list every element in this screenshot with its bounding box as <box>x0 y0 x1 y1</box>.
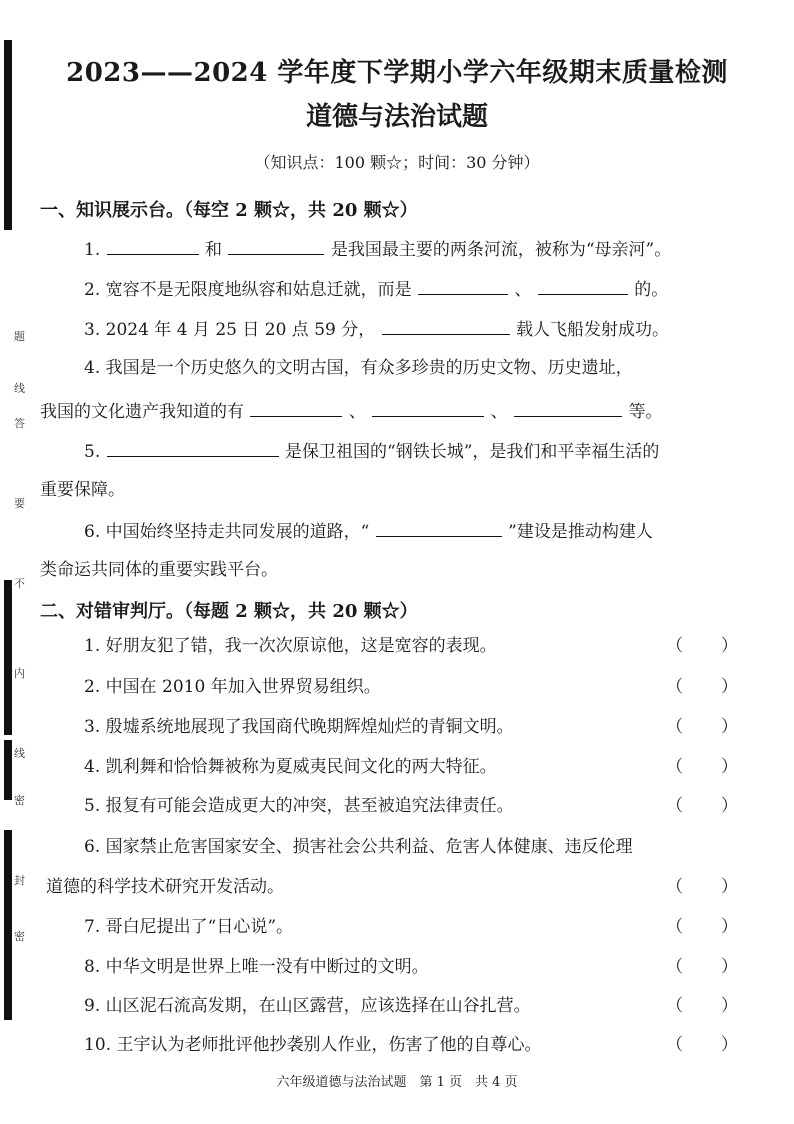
s1-question-4-cont <box>40 398 662 423</box>
s1-question-6-cont: 类命运共同体的重要实践平台。 <box>40 560 278 580</box>
answer-parentheses[interactable]: （ ） <box>666 677 738 697</box>
binding-char: 线 <box>14 382 25 395</box>
binding-char: 答 <box>14 417 25 430</box>
s2-statement-5: 5. 报复有可能会造成更大的冲突，甚至被追究法律责任。 <box>84 796 514 816</box>
s2-statement-7: 7. 哥白尼提出了“日心说”。 <box>84 917 294 937</box>
question-text: 的。 <box>634 280 669 300</box>
answer-parentheses[interactable]: （ ） <box>666 917 738 937</box>
s1-question-1 <box>84 236 671 261</box>
answer-parentheses[interactable]: （ ） <box>666 636 738 656</box>
separator: 、 <box>490 402 508 422</box>
question-text: 3. 2024 年 4 月 25 日 20 点 59 分， <box>84 320 376 340</box>
binding-bar <box>4 580 12 620</box>
answer-blank[interactable] <box>418 276 508 295</box>
s2-statement-3: 3. 殷墟系统地展现了我国商代晚期辉煌灿烂的青铜文明。 <box>84 717 514 737</box>
question-text: 我国的文化遗产我知道的有 <box>40 402 244 422</box>
s1-question-5-cont: 重要保障。 <box>40 480 125 500</box>
separator: 、 <box>348 402 366 422</box>
answer-blank[interactable] <box>514 398 622 417</box>
s1-question-5 <box>84 438 659 463</box>
s1-question-4: 4. 我国是一个历史悠久的文明古国，有众多珍贵的历史文物、历史遗址， <box>84 358 633 378</box>
answer-blank[interactable] <box>107 438 279 457</box>
answer-parentheses[interactable]: （ ） <box>666 717 738 737</box>
question-number: 5. <box>84 442 101 462</box>
answer-blank[interactable] <box>538 276 628 295</box>
answer-parentheses[interactable]: （ ） <box>666 1035 738 1055</box>
s2-statement-4: 4. 凯利舞和恰恰舞被称为夏威夷民间文化的两大特征。 <box>84 757 497 777</box>
binding-char: 密 <box>14 794 25 807</box>
binding-bar <box>4 740 12 800</box>
page-footer: 六年级道德与法治试题 第 1 页 共 4 页 <box>276 1075 518 1090</box>
binding-char: 内 <box>14 667 25 680</box>
s2-statement-2: 2. 中国在 2010 年加入世界贸易组织。 <box>84 677 381 697</box>
s1-question-6 <box>84 518 653 543</box>
question-text: 是我国最主要的两条河流，被称为“母亲河”。 <box>330 240 672 260</box>
section-2-heading: 二、对错审判厅。（每题 2 颗☆，共 20 颗☆） <box>40 601 418 622</box>
question-number: 1. <box>84 240 101 260</box>
exam-info: （知识点：100 颗☆；时间：30 分钟） <box>254 153 540 172</box>
s2-statement-10: 10. 王宇认为老师批评他抄袭别人作业，伤害了他的自尊心。 <box>84 1035 542 1055</box>
binding-char: 题 <box>14 330 25 343</box>
binding-char: 不 <box>14 577 25 590</box>
question-text: 和 <box>205 240 223 260</box>
separator: 、 <box>514 280 532 300</box>
s2-statement-1: 1. 好朋友犯了错，我一次次原谅他，这是宽容的表现。 <box>84 636 497 656</box>
binding-char: 密 <box>14 930 25 943</box>
answer-parentheses[interactable]: （ ） <box>666 957 738 977</box>
binding-char: 要 <box>14 497 25 510</box>
exam-subject: 道德与法治试题 <box>305 102 488 132</box>
answer-parentheses[interactable]: （ ） <box>666 877 738 897</box>
answer-blank[interactable] <box>250 398 342 417</box>
question-text: 载人飞船发射成功。 <box>516 320 670 340</box>
s2-statement-9: 9. 山区泥石流高发期，在山区露营，应该选择在山谷扎营。 <box>84 996 531 1016</box>
answer-blank[interactable] <box>382 316 510 335</box>
binding-margin <box>0 40 38 1080</box>
question-text: 6. 中国始终坚持走共同发展的道路，“ <box>84 522 370 542</box>
s2-statement-6: 6. 国家禁止危害国家安全、损害社会公共利益、危害人体健康、违反伦理 <box>84 837 633 857</box>
answer-parentheses[interactable]: （ ） <box>666 996 738 1016</box>
answer-parentheses[interactable]: （ ） <box>666 757 738 777</box>
answer-parentheses[interactable]: （ ） <box>666 796 738 816</box>
binding-bar <box>4 615 12 735</box>
answer-blank[interactable] <box>372 398 484 417</box>
answer-blank[interactable] <box>107 236 199 255</box>
section-1-heading: 一、知识展示台。（每空 2 颗☆，共 20 颗☆） <box>40 200 418 221</box>
s1-question-3 <box>84 316 669 341</box>
exam-title: 2023——2024 学年度下学期小学六年级期末质量检测 <box>66 58 728 88</box>
s2-statement-8: 8. 中华文明是世界上唯一没有中断过的文明。 <box>84 957 429 977</box>
question-text: 2. 宽容不是无限度地纵容和姑息迁就，而是 <box>84 280 412 300</box>
binding-bar <box>4 830 12 1020</box>
answer-blank[interactable] <box>376 518 502 537</box>
question-text: 等。 <box>628 402 663 422</box>
s1-question-2 <box>84 276 668 301</box>
answer-blank[interactable] <box>228 236 324 255</box>
binding-char: 线 <box>14 747 25 760</box>
binding-char: 封 <box>14 874 25 887</box>
s2-statement-6-cont: 道德的科学技术研究开发活动。 <box>46 877 284 897</box>
question-text: ”建设是推动构建人 <box>508 522 653 542</box>
question-text: 是保卫祖国的“钢铁长城”，是我们和平幸福生活的 <box>285 442 660 462</box>
